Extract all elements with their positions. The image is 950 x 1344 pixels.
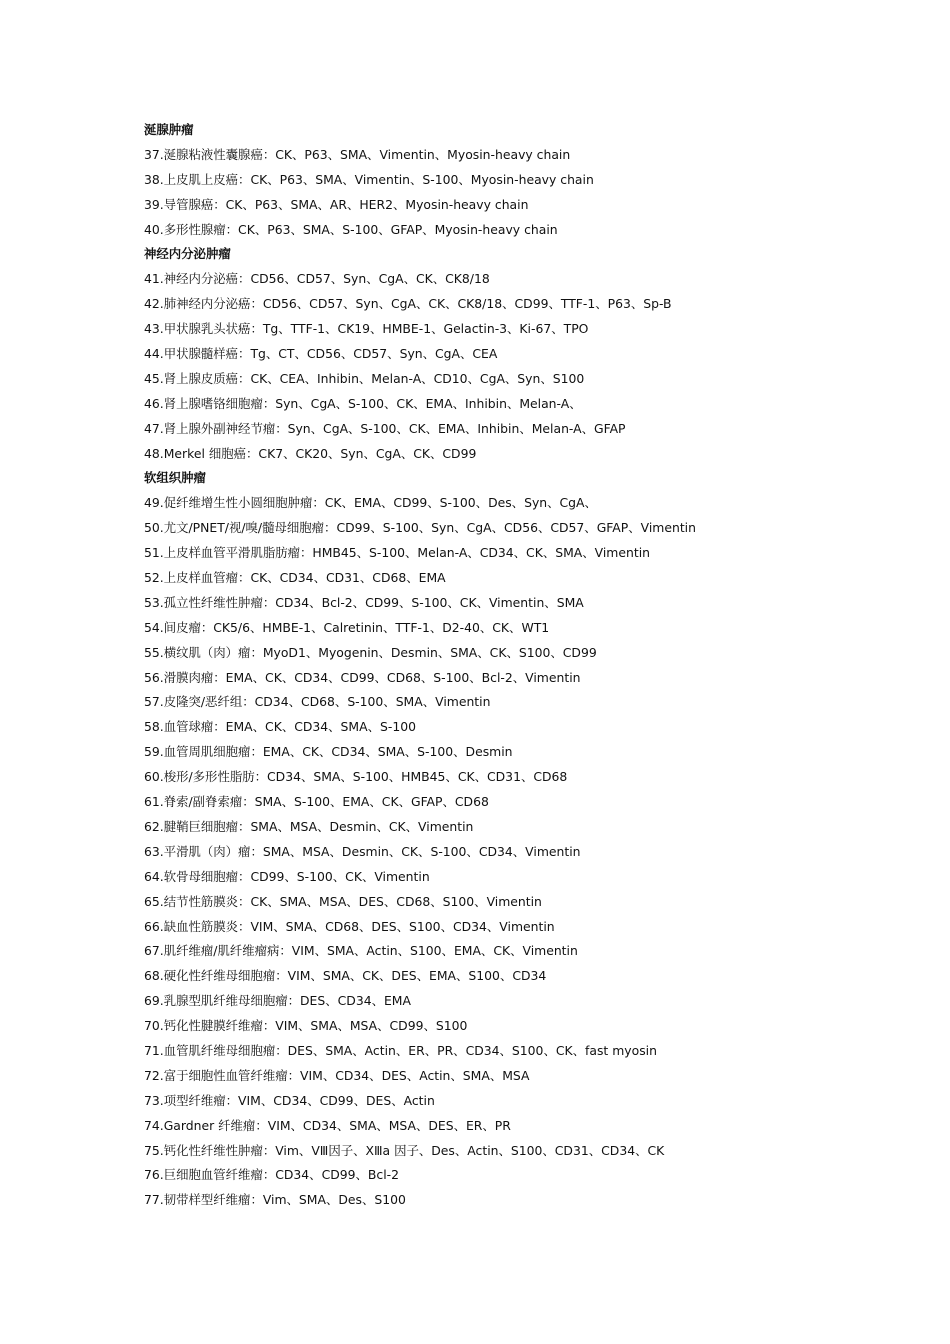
list-item: 45.肾上腺皮质癌：CK、CEA、Inhibin、Melan-A、CD10、CgA、Syn、S100 (144, 370, 585, 386)
list-item: 70.钙化性腱膜纤维瘤：VIM、SMA、MSA、CD99、S100 (144, 1018, 468, 1034)
list-item: 71.血管肌纤维母细胞瘤：DES、SMA、Actin、ER、PR、CD34、S100、CK、fast myosin (144, 1042, 657, 1058)
section-heading: 神经内分泌肿瘤 (144, 246, 231, 262)
list-item: 53.孤立性纤维性肿瘤：CD34、Bcl-2、CD99、S-100、CK、Vimentin、SMA (144, 594, 584, 610)
list-item: 61.脊索/副脊索瘤：SMA、S-100、EMA、CK、GFAP、CD68 (144, 794, 489, 810)
list-item: 63.平滑肌（肉）瘤：SMA、MSA、Desmin、CK、S-100、CD34、Vimentin (144, 843, 581, 859)
list-item: 68.硬化性纤维母细胞瘤：VIM、SMA、CK、DES、EMA、S100、CD34 (144, 968, 547, 984)
list-item: 65.结节性筋膜炎：CK、SMA、MSA、DES、CD68、S100、Vimentin (144, 893, 542, 909)
list-item: 40.多形性腺瘤：CK、P63、SMA、S-100、GFAP、Myosin-heavy chain (144, 221, 558, 237)
list-item: 41.神经内分泌癌：CD56、CD57、Syn、CgA、CK、CK8/18 (144, 271, 490, 287)
list-item: 43.甲状腺乳头状癌：Tg、TTF-1、CK19、HMBE-1、Gelactin-3、Ki-67、TPO (144, 321, 589, 337)
list-item: 64.软骨母细胞瘤：CD99、S-100、CK、Vimentin (144, 868, 430, 884)
section-heading: 涎腺肿瘤 (144, 122, 194, 137)
list-item: 77.韧带样型纤维瘤：Vim、SMA、Des、S100 (144, 1192, 406, 1208)
list-item: 56.滑膜肉瘤：EMA、CK、CD34、CD99、CD68、S-100、Bcl-2、Vimentin (144, 669, 581, 685)
list-item: 75.钙化性纤维性肿瘤：Vim、VⅢ因子、XⅢa 因子、Des、Actin、S100、CD31、CD34、CK (144, 1142, 665, 1158)
list-item: 48.Merkel 细胞癌：CK7、CK20、Syn、CgA、CK、CD99 (144, 445, 477, 461)
list-item: 52.上皮样血管瘤：CK、CD34、CD31、CD68、EMA (144, 570, 446, 586)
list-item: 51.上皮样血管平滑肌脂肪瘤：HMB45、S-100、Melan-A、CD34、CK、SMA、Vimentin (144, 545, 650, 561)
list-item: 39.导管腺癌：CK、P63、SMA、AR、HER2、Myosin-heavy chain (144, 196, 529, 212)
list-item: 66.缺血性筋膜炎：VIM、SMA、CD68、DES、S100、CD34、Vimentin (144, 918, 555, 934)
list-item: 57.皮隆突/恶纤组：CD34、CD68、S-100、SMA、Vimentin (144, 694, 491, 710)
list-item: 44.甲状腺髓样癌：Tg、CT、CD56、CD57、Syn、CgA、CEA (144, 346, 498, 362)
list-item: 59.血管周肌细胞瘤：EMA、CK、CD34、SMA、S-100、Desmin (144, 744, 513, 760)
list-item: 37.涎腺粘液性囊腺癌：CK、P63、SMA、Vimentin、Myosin-heavy chain (144, 146, 571, 162)
list-item: 54.间皮瘤：CK5/6、HMBE-1、Calretinin、TTF-1、D2-40、CK、WT1 (144, 619, 550, 635)
list-item: 72.富于细胞性血管纤维瘤：VIM、CD34、DES、Actin、SMA、MSA (144, 1067, 530, 1083)
document-content (144, 118, 904, 1213)
list-item: 60.梭形/多形性脂肪：CD34、SMA、S-100、HMB45、CK、CD31、CD68 (144, 769, 568, 785)
list-item: 55.横纹肌（肉）瘤：MyoD1、Myogenin、Desmin、SMA、CK、S100、CD99 (144, 644, 597, 660)
list-item: 67.肌纤维瘤/肌纤维瘤病：VIM、SMA、Actin、S100、EMA、CK、Vimentin (144, 943, 578, 959)
list-item: 58.血管球瘤：EMA、CK、CD34、SMA、S-100 (144, 719, 416, 735)
list-item: 47.肾上腺外副神经节瘤：Syn、CgA、S-100、CK、EMA、Inhibin、Melan-A、GFAP (144, 420, 626, 436)
list-item: 49.促纤维增生性小圆细胞肿瘤：CK、EMA、CD99、S-100、Des、Syn、CgA、 (144, 495, 597, 511)
list-item: 42.肺神经内分泌癌：CD56、CD57、Syn、CgA、CK、CK8/18、CD99、TTF-1、P63、Sp-B (144, 296, 672, 312)
list-item: 69.乳腺型肌纤维母细胞瘤：DES、CD34、EMA (144, 993, 411, 1009)
list-item: 74.Gardner 纤维瘤：VIM、CD34、SMA、MSA、DES、ER、PR (144, 1117, 511, 1133)
section-heading: 软组织肿瘤 (144, 470, 206, 486)
list-item: 62.腱鞘巨细胞瘤：SMA、MSA、Desmin、CK、Vimentin (144, 818, 474, 834)
list-item: 50.尤文/PNET/视/嗅/髓母细胞瘤：CD99、S-100、Syn、CgA、CD56、CD57、GFAP、Vimentin (144, 520, 696, 536)
list-item: 73.项型纤维瘤：VIM、CD34、CD99、DES、Actin (144, 1092, 435, 1108)
list-item: 38.上皮肌上皮癌：CK、P63、SMA、Vimentin、S-100、Myosin-heavy chain (144, 171, 594, 187)
list-item: 46.肾上腺嗜铬细胞瘤：Syn、CgA、S-100、CK、EMA、Inhibin、Melan-A、 (144, 395, 582, 411)
list-item: 76.巨细胞血管纤维瘤：CD34、CD99、Bcl-2 (144, 1167, 400, 1183)
